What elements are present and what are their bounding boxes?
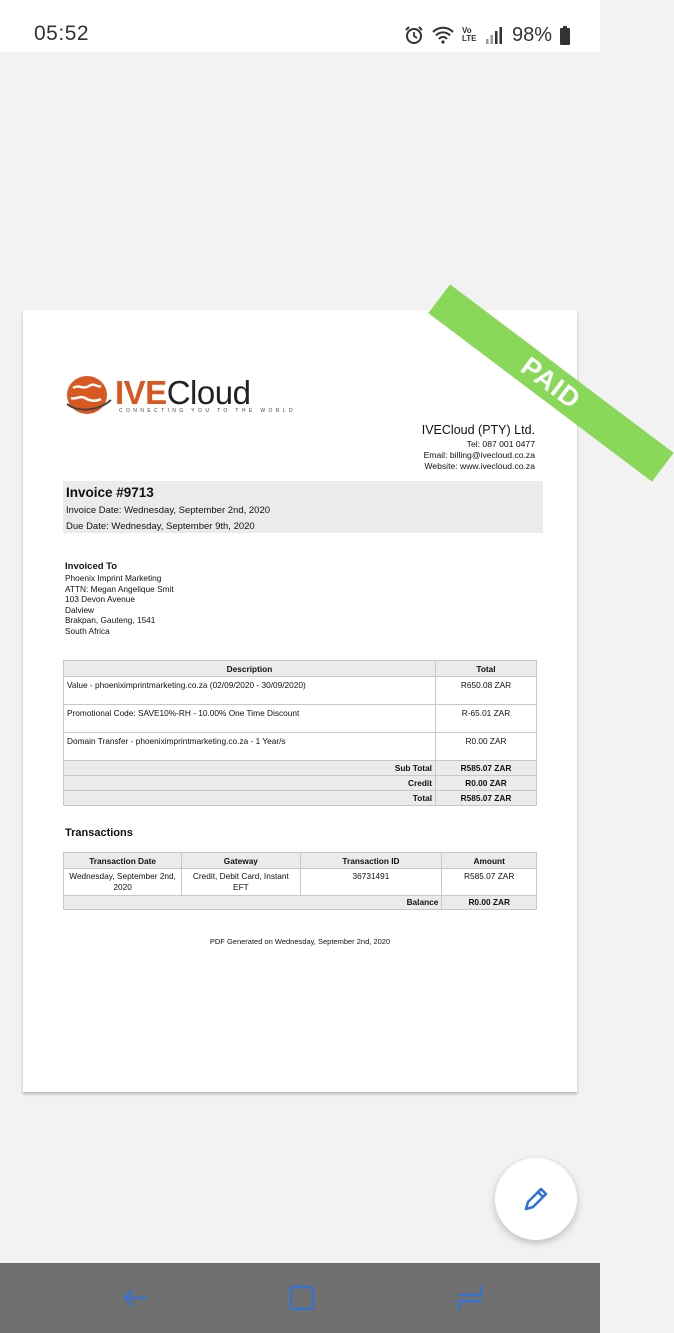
invoice-due-date: Due Date: Wednesday, September 9th, 2020 (66, 521, 255, 532)
table-row (64, 677, 537, 705)
logo-brand-b: Cloud (166, 374, 251, 411)
column-header: Total (436, 661, 537, 677)
battery-icon (560, 26, 570, 45)
wifi-icon (432, 26, 454, 44)
column-header: Amount (442, 853, 537, 869)
summary-label: Credit (64, 776, 436, 791)
volte-bottom: LTE (461, 34, 477, 43)
summary-row (64, 776, 537, 791)
table-row (64, 869, 537, 896)
invoiced-to-line: 103 Devon Avenue (65, 594, 135, 604)
transactions-title: Transactions (65, 827, 133, 839)
item-description: Value - phoeniximprintmarketing.co.za (02/09/2020 - 30/09/2020) (64, 677, 436, 705)
item-description: Promotional Code: SAVE10%-RH - 10.00% One Time Discount (64, 705, 436, 733)
transaction-date: Wednesday, September 2nd, 2020 (64, 869, 182, 896)
paid-stamp: PAID (428, 284, 673, 481)
table-row (64, 705, 537, 733)
company-details (422, 422, 535, 472)
invoiced-to-heading: Invoiced To (65, 561, 118, 572)
back-button[interactable] (120, 1283, 150, 1313)
column-header: Description (64, 661, 436, 677)
recents-icon (455, 1283, 485, 1313)
item-total: R0.00 ZAR (436, 733, 537, 761)
recents-button[interactable] (455, 1283, 485, 1313)
item-description: Domain Transfer - phoeniximprintmarketing.co.za - 1 Year/s (64, 733, 436, 761)
balance-row (64, 896, 537, 910)
item-total: R-65.01 ZAR (436, 705, 537, 733)
status-bar (0, 0, 600, 52)
invoiced-to-line: ATTN: Megan Angelique Smit (65, 583, 174, 594)
invoiced-to-line: Brakpan, Gauteng, 1541 (65, 615, 156, 625)
invoice-page (23, 310, 587, 1092)
summary-label: Total (64, 791, 436, 806)
transaction-gateway: Credit, Debit Card, Instant EFT (182, 869, 300, 896)
company-tel: Tel: 087 001 0477 (466, 439, 535, 449)
summary-value: R585.07 ZAR (436, 761, 537, 776)
battery-percentage: 98% (511, 23, 552, 46)
volte-indicator (462, 27, 478, 43)
company-website: Website: www.ivecloud.co.za (424, 461, 535, 471)
table-row (64, 733, 537, 761)
table-header-row (64, 853, 537, 869)
transaction-amount: R585.07 ZAR (442, 869, 537, 896)
table-header-row (64, 661, 537, 677)
navigation-bar (0, 1263, 600, 1333)
summary-row (64, 791, 537, 806)
pdf-generated-note: PDF Generated on Wednesday, September 2nd, 2020 (209, 937, 391, 946)
logo-brand-a: IVE (115, 374, 167, 411)
company-logo (65, 374, 296, 416)
logo-tagline: CONNECTING YOU TO THE WORLD (119, 408, 296, 414)
company-name: IVECloud (PTY) Ltd. (421, 423, 535, 437)
status-icons (404, 22, 570, 48)
invoiced-to-line: Phoenix Imprint Marketing (65, 573, 162, 583)
transaction-id: 36731491 (300, 869, 442, 896)
invoice-title: Invoice #9713 (66, 485, 154, 500)
globe-logo-icon (65, 374, 113, 416)
balance-label: Balance (64, 896, 442, 910)
summary-row (64, 761, 537, 776)
volte-top: Vo (461, 26, 472, 35)
invoiced-to-line: Dalview (65, 604, 95, 615)
home-button[interactable] (287, 1283, 317, 1313)
home-icon (287, 1283, 317, 1313)
signal-icon (486, 26, 502, 44)
summary-label: Sub Total (64, 761, 436, 776)
alarm-icon (404, 25, 424, 45)
column-header: Transaction Date (64, 853, 182, 869)
invoice-header-box (63, 481, 543, 533)
invoice-date: Invoice Date: Wednesday, September 2nd, 2020 (66, 505, 271, 516)
invoiced-to-line: South Africa (65, 625, 110, 636)
balance-value: R0.00 ZAR (442, 896, 537, 910)
summary-value: R0.00 ZAR (436, 776, 537, 791)
summary-value: R585.07 ZAR (436, 791, 537, 806)
back-icon (120, 1283, 150, 1313)
item-total: R650.08 ZAR (436, 677, 537, 705)
logo-wordmark (115, 374, 250, 412)
status-time: 05:52 (34, 22, 90, 45)
transactions-table (63, 852, 537, 910)
invoiced-to (65, 560, 174, 636)
company-email: Email: billing@ivecloud.co.za (423, 450, 535, 460)
invoice-items-table (63, 660, 537, 806)
column-header: Transaction ID (300, 853, 442, 869)
edit-button[interactable] (495, 1158, 577, 1240)
column-header: Gateway (182, 853, 300, 869)
pencil-icon (521, 1184, 551, 1214)
